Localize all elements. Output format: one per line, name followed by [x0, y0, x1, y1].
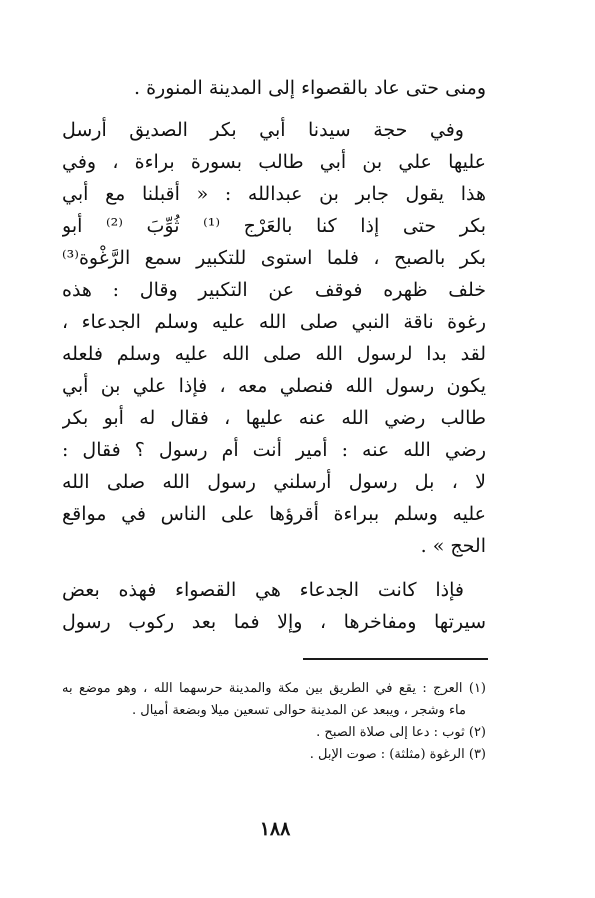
paragraph-1: [62, 72, 486, 104]
text-line: بكر بالصبح ، فلما استوى للتكبير سمع الرَّغْوة⁽³⁾: [62, 247, 486, 269]
text-line: رضي الله عنه : أمير أنت أم رسول ؟ فقال :: [62, 439, 486, 461]
paragraph-3: [62, 574, 486, 638]
text-line: لقد بدا لرسول الله صلى الله عليه وسلم فلعله: [62, 343, 486, 365]
text-line: طالب رضي الله عنه عليها ، فقال له أبو بكر: [62, 407, 486, 429]
footnote-line: (٢) ثوب : دعا إلى صلاة الصبح .: [316, 725, 486, 740]
footnote-line: ماء وشجر ، ويبعد عن المدينة حوالى تسعين ميلا وبضعة أميال .: [132, 703, 466, 718]
footnote-line: (٣) الرغوة (مثلثة) : صوت الإبل .: [309, 747, 486, 762]
paragraph-2: [62, 114, 486, 562]
text-line: لا ، بل رسول أرسلني رسول الله صلى الله: [62, 471, 486, 493]
text-line: عليه وسلم ببراءة أقرؤها على الناس في مواقع: [62, 503, 486, 525]
text-line: رغوة ناقة النبي صلى الله عليه وسلم الجدعاء ،: [62, 311, 486, 333]
text-line: فإذا كانت الجدعاء هي القصواء فهذه بعض: [62, 579, 464, 601]
text-line: هذا يقول جابر بن عبدالله : « أقبلنا مع أبي: [62, 183, 486, 205]
page-number: ١٨٨: [259, 818, 291, 840]
footnote-line: (١) العرج : يقع في الطريق بين مكة والمدينة حرسهما الله ، وهو موضع به: [62, 681, 486, 696]
footnotes: [62, 678, 486, 766]
text-line: سيرتها ومفاخرها ، وإلا فما بعد ركوب رسول: [62, 611, 486, 633]
text-line: وفي حجة سيدنا أبي بكر الصديق أرسل: [62, 119, 464, 141]
text-line: خلف ظهره فوقف عن التكبير وقال : هذه: [62, 279, 486, 301]
text-line: عليها علي بن أبي طالب بسورة براءة ، وفي: [62, 151, 486, 173]
text-line: بكر حتى إذا كنا بالعَرْج ⁽¹⁾ ثُوِّبَ ⁽²⁾ أبو: [62, 215, 486, 237]
footnote-divider: [303, 658, 488, 660]
text-line: الحج » .: [420, 535, 486, 557]
text-line: ومنى حتى عاد بالقصواء إلى المدينة المنورة .: [134, 77, 486, 99]
text-line: يكون رسول الله فنصلي معه ، فإذا علي بن أبي: [62, 375, 486, 397]
